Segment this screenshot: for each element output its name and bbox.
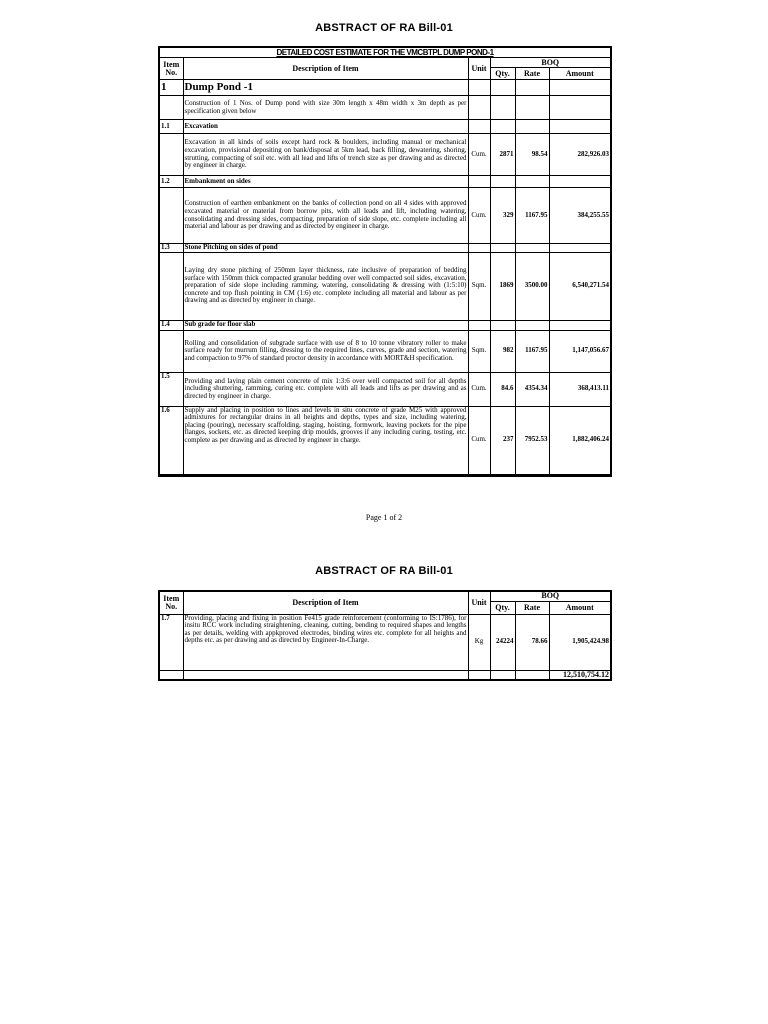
header-boq: BOQ (490, 58, 611, 68)
item-heading-row (159, 244, 611, 253)
item-unit: Kg (468, 614, 490, 670)
item-description: Providing, placing and fixing in position Fe415 grade reinforcement (conforming to IS:1786), for insitu RCC work including straightening, cleaning, cutting, bending to required shapes and lengths as per details, welding with appkproved electrodes, binding wires etc. complete for all heights and depths etc. as per drawing and as directed by Engineer-In-Charge. (183, 614, 468, 670)
header-boq: BOQ (490, 591, 611, 601)
item-no: 1.3 (159, 244, 183, 253)
item-row (159, 252, 611, 320)
item-description: Laying dry stone pitching of 250mm layer thickness, rate inclusive of preparation of bedding surface with 150mm thick compacted granular bedding over well compacted soil sides, excavation, preparation of side slope including ramming, watering, consolidating & dressing with (1:5:10) concrete and top flush pointing in CM (1:6) etc. complete including all material and labour as per drawing and as directed by engineer in charge. (183, 252, 468, 320)
header-description: Description of Item (183, 58, 468, 80)
item-no: 1.4 (159, 320, 183, 330)
section-intro-row (159, 96, 611, 120)
header-amount: Amount (549, 68, 611, 80)
item-amount: 368,413.11 (549, 372, 611, 406)
item-no: 1.2 (159, 176, 183, 188)
item-rate: 7952.53 (515, 406, 549, 474)
item-qty: 329 (490, 188, 515, 244)
item-description: Providing and laying plain cement concrete of mix 1:3:6 over well compacted soil for all depths including shuttering, ramming, curing etc. complete with all leads and lifts as per drawing and as directed by engineer in charge. (183, 372, 468, 406)
header-description: Description of Item (183, 591, 468, 614)
section-title: Dump Pond -1 (183, 80, 468, 96)
item-amount: 6,540,271.54 (549, 252, 611, 320)
section-row (159, 80, 611, 96)
item-amount: 1,882,406.24 (549, 406, 611, 474)
abstract-table-continued (158, 590, 612, 681)
item-description: Rolling and consolidation of subgrade surface with use of 8 to 10 tonne vibratory roller to make surface ready for murrum filling, dressing to the required lines, curves, grade and section, watering and compaction to 97% of standard proctor density in accordance with MORT&H specification. (183, 330, 468, 372)
item-row (159, 134, 611, 176)
item-description: Supply and placing in position to lines and levels in situ concrete of grade M25 with approved admixtures for rectangular drains in all heights and depths, types and size, including watering, placing (pouring), necessary scaffolding, staging, hoisting, formwork, leaving pockets for the pipe flanges, sockets, etc. as directed keeping drip moulds, grooves if any including curing, testing, etc. complete as per drawing and as directed by engineer in charge. (183, 406, 468, 474)
item-no: 1.5 (159, 372, 183, 406)
item-row (159, 614, 611, 670)
item-rate: 1167.95 (515, 188, 549, 244)
item-amount: 282,926.03 (549, 134, 611, 176)
item-qty: 84.6 (490, 372, 515, 406)
item-row (159, 330, 611, 372)
section-no: 1 (159, 80, 183, 96)
item-heading-row (159, 176, 611, 188)
item-description: Construction of earthen embankment on the banks of collection pond on all 4 sides with approved excavated material or material from borrow pits, with all leads and lift, including watering, consolidating and dressing sides, compacting, preparation of side slope, etc. complete including all material and labour as per drawing and as directed by engineer in charge. (183, 188, 468, 244)
item-amount: 384,255.55 (549, 188, 611, 244)
header-qty: Qty. (490, 68, 515, 80)
item-rate: 4354.34 (515, 372, 549, 406)
header-rate: Rate (515, 68, 549, 80)
item-unit: Cum. (468, 372, 490, 406)
item-unit: Cum. (468, 406, 490, 474)
item-heading: Embankment on sides (183, 176, 468, 188)
item-qty: 24224 (490, 614, 515, 670)
item-description: Excavation in all kinds of soils except hard rock & boulders, including manual or mechanical excavation, provisional depositing on bank/disposal at 5km lead, back filling, dewatering, shoring, strutting, compacting of soil etc. with all lead and lifts of trench size as per drawing and as directed by engineer in charge. (183, 134, 468, 176)
item-no: 1.6 (159, 406, 183, 474)
header-rate: Rate (515, 601, 549, 614)
item-heading-row (159, 320, 611, 330)
header-item-no: Item No. (159, 591, 183, 614)
item-heading: Stone Pitching on sides of pond (183, 244, 468, 253)
item-qty: 2871 (490, 134, 515, 176)
section-intro: Construction of 1 Nos. of Dump pond with size 30m length x 48m width x 3m depth as per specification given below (183, 96, 468, 120)
item-amount: 1,905,424.98 (549, 614, 611, 670)
item-qty: 1869 (490, 252, 515, 320)
item-row (159, 406, 611, 474)
page-number: Page 1 of 2 (365, 513, 403, 522)
cost-estimate-table (158, 46, 612, 477)
item-row (159, 188, 611, 244)
header-item-no: Item No. (159, 58, 183, 80)
item-heading: Excavation (183, 120, 468, 134)
header-unit: Unit (468, 58, 490, 80)
header-amount: Amount (549, 601, 611, 614)
item-heading: Sub grade for floor slab (183, 320, 468, 330)
header-qty: Qty. (490, 601, 515, 614)
item-rate: 98.54 (515, 134, 549, 176)
item-qty: 982 (490, 330, 515, 372)
item-heading-row (159, 120, 611, 134)
item-unit: Cum. (468, 134, 490, 176)
item-rate: 3500.00 (515, 252, 549, 320)
grand-total: 12,510,754.12 (549, 670, 611, 680)
header-unit: Unit (468, 591, 490, 614)
item-unit: Sqm. (468, 252, 490, 320)
total-row (159, 670, 611, 680)
item-amount: 1,147,056.67 (549, 330, 611, 372)
item-unit: Sqm. (468, 330, 490, 372)
item-qty: 237 (490, 406, 515, 474)
item-unit: Cum. (468, 188, 490, 244)
estimate-banner: DETAILED COST ESTIMATE FOR THE VMCBTPL DUMP POND-1 (159, 47, 611, 58)
page1-title: ABSTRACT OF RA Bill-01 (315, 22, 453, 34)
item-no: 1.1 (159, 120, 183, 134)
item-no: 1.7 (159, 614, 183, 670)
item-row (159, 372, 611, 406)
page2-title: ABSTRACT OF RA Bill-01 (315, 565, 453, 577)
item-rate: 1167.95 (515, 330, 549, 372)
item-rate: 78.66 (515, 614, 549, 670)
